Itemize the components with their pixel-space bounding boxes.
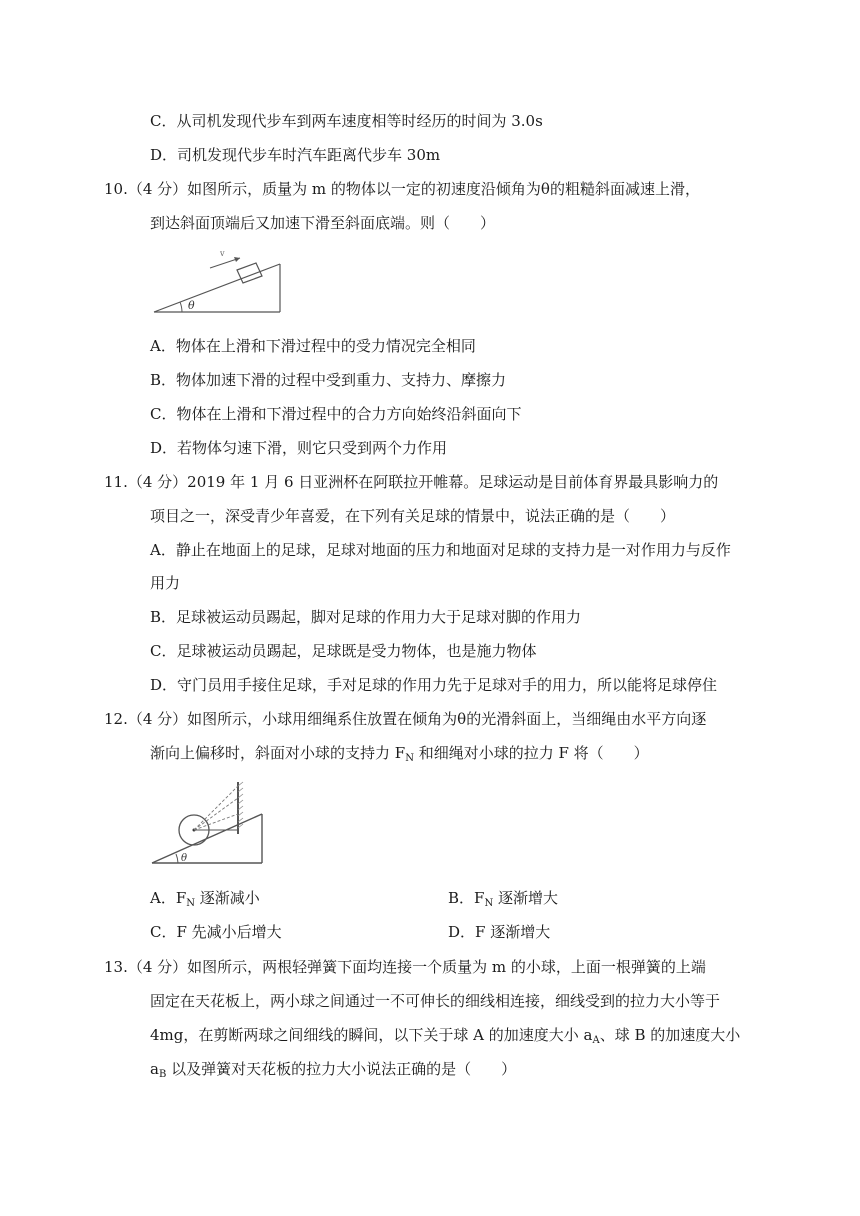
q12-option-a-tail: 逐渐减小 (195, 889, 260, 907)
q13-stem-line3 (150, 1025, 740, 1045)
q13-sub-a: A (592, 1035, 600, 1046)
q13-stem-line3-tail: 、球 B 的加速度大小 (599, 1026, 741, 1044)
q9-option-d: D．司机发现代步车时汽车距离代步车 30m (150, 146, 441, 164)
q13-stem-line3-text: 4mg，在剪断两球之间细线的瞬间，以下关于球 A 的加速度大小 a (150, 1026, 593, 1044)
q10-option-a: A．物体在上滑和下滑过程中的受力情况完全相同 (150, 337, 476, 355)
q11-option-b: B．足球被运动员踢起，脚对足球的作用力大于足球对脚的作用力 (150, 608, 582, 626)
q12-option-a-text: A．F (150, 889, 187, 907)
q9-option-c: C．从司机发现代步车到两车速度相等时经历的时间为 3.0s (150, 112, 543, 130)
q10-stem-line1: 10.（4 分）如图所示，质量为 m 的物体以一定的初速度沿倾角为θ的粗糙斜面减速上滑， (104, 180, 700, 198)
q12-option-b-text: B．F (448, 889, 485, 907)
q11-option-c: C．足球被运动员踢起，足球既是受力物体，也是施力物体 (150, 642, 537, 660)
q10-option-d: D．若物体匀速下滑，则它只受到两个力作用 (150, 439, 448, 457)
q11-option-d: D．守门员用手接住足球，手对足球的作用力先于足球对手的用力，所以能将足球停住 (150, 676, 718, 694)
q12-option-b-tail: 逐渐增大 (493, 889, 558, 907)
q11-stem-line2: 项目之一，深受青少年喜爱，在下列有关足球的情景中，说法正确的是（ ） (150, 507, 676, 525)
q12-option-a (150, 888, 260, 908)
q11-option-a-line1: A．静止在地面上的足球，足球对地面的压力和地面对足球的支持力是一对作用力与反作 (150, 541, 731, 559)
q10-theta-label: θ (188, 299, 195, 312)
q11-option-a-line2: 用力 (150, 574, 181, 592)
q13-stem-line4 (150, 1059, 516, 1079)
q12-option-a-sub: N (186, 898, 195, 909)
q13-stem-line4-a: a (150, 1060, 159, 1078)
q10-stem-line2: 到达斜面顶端后又加速下滑至斜面底端。则（ ） (150, 214, 496, 232)
q13-stem-line4-tail: 以及弹簧对天花板的拉力大小说法正确的是（ ） (166, 1060, 517, 1078)
q12-theta-label: θ (181, 853, 188, 864)
q11-stem-line1: 11.（4 分）2019 年 1 月 6 日亚洲杯在阿联拉开帷幕。足球运动是目前体育界最具影响力的 (104, 473, 719, 491)
q12-option-b-sub: N (484, 898, 494, 909)
q12-option-c: C．F 先减小后增大 (150, 923, 282, 941)
q12-stem-line2-tail: 和细绳对小球的拉力 F 将（ ） (413, 744, 649, 762)
q12-stem-line2 (150, 743, 649, 763)
q10-v-label: v (220, 249, 225, 258)
q12-ball-incline-figure (148, 778, 268, 870)
q12-option-d: D．F 逐渐增大 (448, 923, 551, 941)
q13-stem-line1: 13.（4 分）如图所示，两根轻弹簧下面均连接一个质量为 m 的小球，上面一根弹簧的上端 (104, 958, 706, 976)
q10-incline-figure (150, 244, 285, 316)
q12-option-b (448, 888, 558, 908)
q12-stem-sub-n: N (405, 753, 414, 764)
q13-stem-line2: 固定在天花板上，两小球之间通过一不可伸长的细线相连接，细线受到的拉力大小等于 (150, 992, 721, 1010)
q10-option-c: C．物体在上滑和下滑过程中的合力方向始终沿斜面向下 (150, 405, 522, 423)
q12-stem-line2-text: 渐向上偏移时，斜面对小球的支持力 F (150, 744, 406, 762)
q13-sub-b: B (158, 1069, 167, 1080)
q12-stem-line1: 12.（4 分）如图所示，小球用细绳系住放置在倾角为θ的光滑斜面上，当细绳由水平方向逐 (104, 710, 707, 728)
q10-option-b: B．物体加速下滑的过程中受到重力、支持力、摩擦力 (150, 371, 507, 389)
